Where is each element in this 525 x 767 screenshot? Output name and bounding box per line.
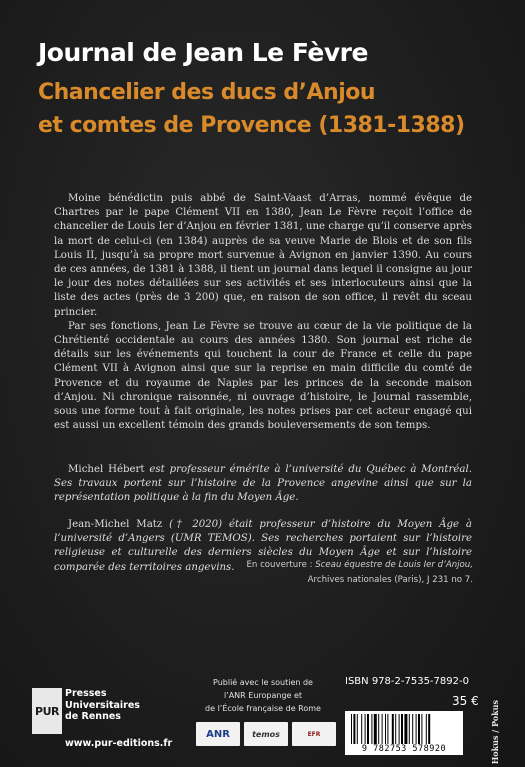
partner-logos xyxy=(196,722,336,748)
support-line: l’ANR Europange et xyxy=(223,691,303,700)
publisher-name-line: de Rennes xyxy=(65,711,121,722)
anr-logo: ANR xyxy=(196,722,240,746)
support-line: Publié avec le soutien de xyxy=(213,678,313,687)
cover-credit-prefix: En couverture : xyxy=(246,560,316,570)
author-bio-text: est professeur émérite à l’université du Québec à Montréal. Ses travaux portent sur l’histoire de la Provence angevine ainsi que sur la représentation politique à la fin du Moyen Âge. xyxy=(54,464,472,504)
summary-text xyxy=(54,192,472,433)
book-subtitle xyxy=(38,76,465,142)
efr-logo: EFR xyxy=(292,722,336,746)
author-bio xyxy=(54,463,472,506)
summary-paragraph: Par ses fonctions, Jean Le Fèvre se trouve au cœur de la vie politique de la Chrétienté occidentale au cours des années 1380. Son journal est riche de détails sur les événements qui touchent la cour de France et celle du pape Clément VII à Avignon ainsi que sur la reprise en main difficile du comté de Provence et du royaume de Naples par les princes de la seconde maison d’Anjou. Ni chronique raisonnée, ni ouvrage d’histoire, le Journal rassemble, sous une forme tout à fait originale, les notes prises par cet acteur engagé qui est aussi un excellent témoin des grands bouleversements de son temps. xyxy=(54,320,472,432)
temos-logo: temos xyxy=(244,722,288,746)
subtitle-line: Chancelier des ducs d’Anjou xyxy=(38,80,376,105)
publisher-logo-text: PUR xyxy=(35,704,59,718)
book-title: Journal de Jean Le Fèvre xyxy=(38,38,368,67)
cover-credit-source: Archives nationales (Paris), J 231 no 7. xyxy=(307,575,473,585)
publisher-name xyxy=(65,688,140,723)
subtitle-line: et comtes de Provence (1381-1388) xyxy=(38,113,465,138)
author-bio-text: († 2020) était professeur d’histoire du Moyen Âge à l’université d’Angers (UMR TEMOS). Ses recherches portaient sur l’histoire religieuse et culturelle des derniers siècles du Moyen Âge et sur l’histoire comparée des territoires angevins. xyxy=(54,519,472,573)
publisher-name-line: Presses xyxy=(65,688,107,699)
barcode xyxy=(345,711,463,755)
cover-credit xyxy=(173,558,473,588)
author-name: Jean-Michel Matz xyxy=(68,519,163,530)
author-name: Michel Hébert xyxy=(68,464,145,475)
barcode-bars xyxy=(351,714,457,744)
publisher-logo xyxy=(32,688,62,734)
collection-name: Hokus / Pokus xyxy=(490,700,500,765)
collection-logo xyxy=(478,700,522,765)
barcode-number: 9 782753 578920 xyxy=(361,744,447,754)
publisher-name-line: Universitaires xyxy=(65,699,140,711)
isbn: ISBN 978-2-7535-7892-0 xyxy=(345,676,469,687)
price: 35 € xyxy=(452,694,479,708)
support-line: de l’École française de Rome xyxy=(205,704,321,713)
publisher-url[interactable]: www.pur-editions.fr xyxy=(65,738,173,749)
summary-paragraph: Moine bénédictin puis abbé de Saint-Vaast d’Arras, nommé évêque de Chartres par le pape Clément VII en 1380, Jean Le Fèvre reçoit l’office de chancelier de Louis Ier d’Anjou en février 1381, une charge qu’il conserve après la mort de celui-ci (en 1384) auprès de sa veuve Marie de Blois et de son fils Louis II, jusqu’à sa propre mort survenue à Avignon en janvier 1390. Au cours de ces années, de 1381 à 1388, il tient un journal dans lequel il consigne au jour le jour des notes détaillées sur ses activités et ses interlocuteurs ainsi que la liste des actes (près de 3 200) que, en raison de son office, il revêt du sceau princier. xyxy=(54,193,472,318)
cover-credit-work: Sceau équestre de Louis Ier d’Anjou, xyxy=(315,560,473,570)
support-statement xyxy=(188,676,338,715)
